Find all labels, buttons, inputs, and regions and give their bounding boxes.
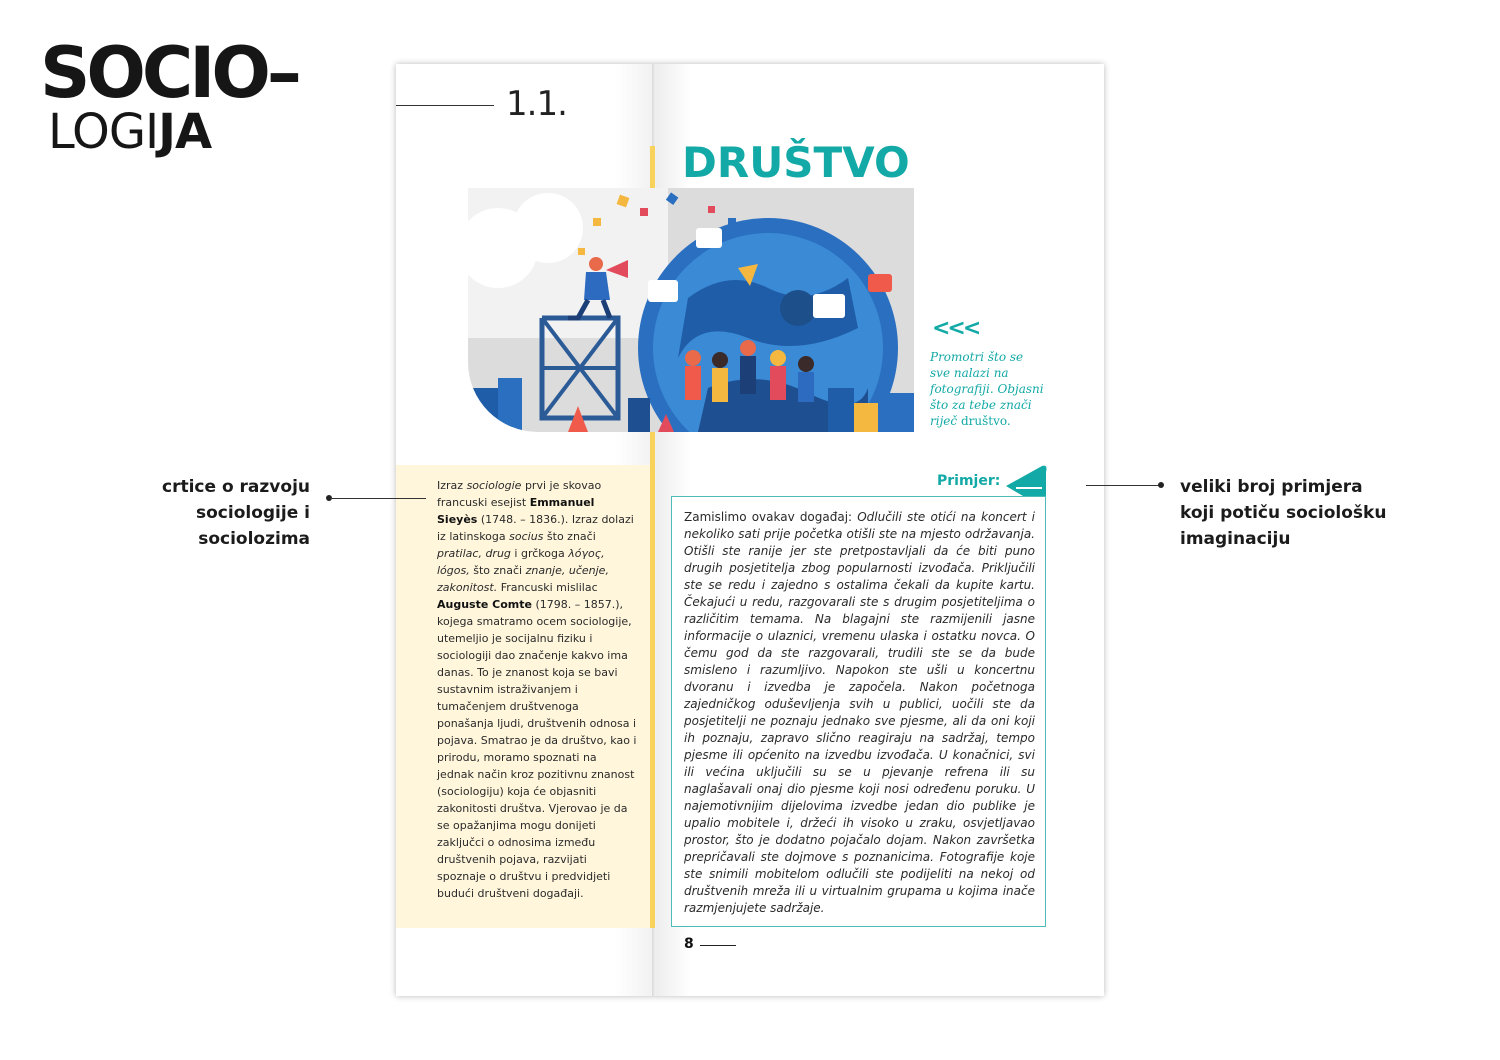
caption-arrows: <<< bbox=[932, 316, 979, 341]
annotation-left: crtice o razvoju sociologije i sociolozima bbox=[162, 477, 310, 549]
annotation-right: veliki broj primjera koji potiču sociološku imaginaciju bbox=[1180, 477, 1387, 549]
page-number-rule bbox=[700, 945, 736, 946]
logo-line-2: LOGIJA bbox=[48, 104, 212, 160]
photo-caption: Promotri što se sve nalazi na fotografiji. Objasni što za tebe znači riječ društvo. bbox=[930, 350, 1044, 428]
example-label: Primjer: bbox=[937, 473, 1001, 489]
example-box bbox=[671, 496, 1046, 927]
sociologija-logo bbox=[40, 32, 298, 160]
leader-line-left bbox=[330, 498, 426, 499]
leader-line-right bbox=[1086, 485, 1162, 486]
book-spread bbox=[396, 64, 1104, 996]
society-illustration bbox=[468, 188, 914, 432]
page-number: 8 bbox=[684, 936, 694, 952]
logo-line-1: SOCIO– bbox=[40, 32, 298, 114]
chapter-title: DRUŠTVO bbox=[682, 138, 910, 187]
section-rule bbox=[396, 105, 494, 106]
leader-dot-right bbox=[1158, 482, 1164, 488]
yellow-accent-bar-lower bbox=[650, 432, 655, 928]
section-number: 1.1. bbox=[506, 84, 567, 124]
example-text: Zamislimo ovakav događaj: Odlučili ste otići na koncert i nekoliko sati prije početka otišli ste na mjesto održavanja. Otišli ste ranije jer ste pretpostavljali da će biti puno drugih posjetitelja zbog popularnosti izvođača. Priključili ste se redu i zajedno s ostalima čekali da kupite kartu. Čekajući u redu, razgovarali ste s drugim posjetiteljima o različitim temama. Na blagajni ste razmijenili jasne informacije o ulaznici, vremenu ulaska i ostatku novca. O čemu god da ste razgovarali, trudili ste se da bude smisleno i razumljivo. Napokon ste ušli u koncertnu dvoranu i izvedba je započela. Nakon početnoga zajedničkog oduševljenja svih u publici, uočili ste da posjetitelji ne poznaju jednako sve pjesme, ali da oni koji ih poznaju, zapravo slično reagiraju na sadržaj, tempo pjesme ili općenito na izvedbu izvođača. U konačnici, svi ili većina uključili su se u pjevanje refrena ili su naglašavali onaj dio pjesme koji nosi određenu poruku. U najemotivnijim dijelovima izvedbe jedan dio publike je upalio mobitele i, držeći ih visoko u zraku, osvjetljavao prostor, što je dodatno pojačalo dojam. Nakon završetka prepričavali ste dojmove s poznanicima. Fotografije koje ste snimili mobitelom odlučili ste podijeliti na nekoj od društvenih mreža ili u virtualnim grupama u kojima inače razmjenjujete sadržaje. bbox=[684, 510, 1035, 915]
sidebar-text: Izraz sociologie prvi je skovao francuski esejist Emmanuel Sieyès (1748. – 1836.). Izraz dolazi iz latinskoga socius što znači pratilac, drug i grčkoga λόγος, lógos, što znači znanje, učenje, zakonitost. Francuski mislilac Auguste Comte (1798. – 1857.), kojega smatramo ocem sociologije, utemeljio je socijalnu fiziku i sociologiji dao značenje kakvo ima danas. To je znanost koja se bavi sustavnim istraživanjem i tumačenjem društvenoga ponašanja ljudi, društvenih odnosa i pojava. Smatrao je da društvo, kao i prirodu, moramo spoznati na jednak način kroz pozitivnu znanost (sociologiju) koja će objasniti zakonitosti društva. Vjerovao je da se opažanjima mogu donijeti zaključci o odnosima između društvenih pojava, razvijati spoznaje o društvu i predvidjeti budući društveni događaji. bbox=[437, 479, 637, 900]
history-sidebar bbox=[396, 465, 650, 928]
